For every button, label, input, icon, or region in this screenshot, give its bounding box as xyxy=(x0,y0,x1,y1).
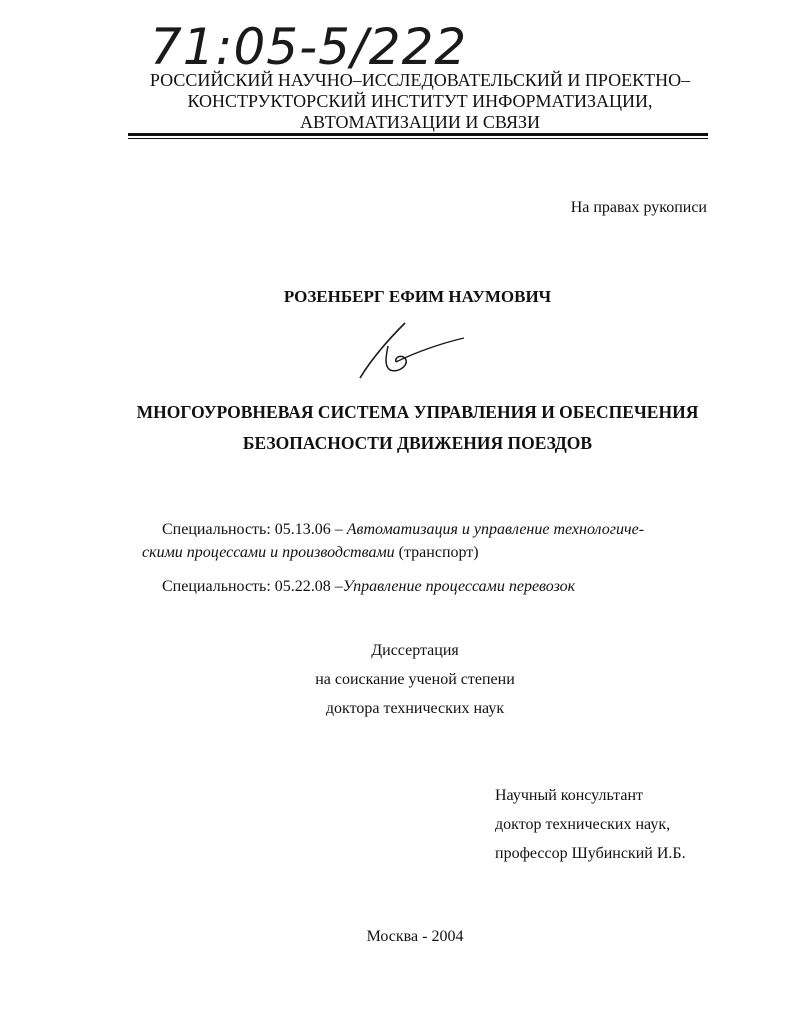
manuscript-rights-note: На правах рукописи xyxy=(570,199,707,216)
author-name: РОЗЕНБЕРГ ЕФИМ НАУМОВИЧ xyxy=(283,287,552,306)
dissertation-title xyxy=(100,397,735,459)
institute-name xyxy=(130,70,710,133)
scientific-consultant xyxy=(495,781,686,868)
specialty-1-suffix: (транспорт) xyxy=(394,544,479,561)
consultant-line-1: Научный консультант xyxy=(495,787,643,804)
handwritten-catalog-number xyxy=(150,8,480,78)
specialty-1-name-part1: Автоматизация и управление технологиче- xyxy=(346,521,645,538)
institute-line-1: РОССИЙСКИЙ НАУЧНО–ИССЛЕДОВАТЕЛЬСКИЙ И ПРОЕКТНО– xyxy=(149,70,691,90)
specialty-2-code: Специальность: 05.22.08 – xyxy=(162,578,343,595)
specialty-1 xyxy=(142,518,702,564)
institute-line-2: КОНСТРУКТОРСКИЙ ИНСТИТУТ ИНФОРМАТИЗАЦИИ, xyxy=(187,91,653,111)
header-divider-thin xyxy=(128,138,708,139)
specialty-1-code: Специальность: 05.13.06 – xyxy=(162,521,347,538)
consultant-line-3: профессор Шубинский И.Б. xyxy=(495,845,686,862)
dissertation-line-1: Диссертация xyxy=(371,642,459,659)
specialty-2 xyxy=(162,578,575,596)
title-line-2: БЕЗОПАСНОСТИ ДВИЖЕНИЯ ПОЕЗДОВ xyxy=(242,433,593,453)
title-line-1: МНОГОУРОВНЕВАЯ СИСТЕМА УПРАВЛЕНИЯ И ОБЕСПЕЧЕНИЯ xyxy=(136,402,699,422)
catalog-number-text: 71:05-5/222 xyxy=(150,18,468,76)
author-signature xyxy=(350,318,470,383)
institute-line-3: АВТОМАТИЗАЦИИ И СВЯЗИ xyxy=(299,112,541,132)
header-divider-thick xyxy=(128,133,708,136)
specialty-1-name-part2: скими процессами и производствами xyxy=(142,544,395,561)
specialty-2-name: Управление процессами перевозок xyxy=(342,578,576,595)
dissertation-line-2: на соискание ученой степени xyxy=(315,671,515,688)
city-year: Москва - 2004 xyxy=(366,928,464,945)
dissertation-type xyxy=(300,636,530,723)
dissertation-line-3: доктора технических наук xyxy=(325,700,505,717)
consultant-line-2: доктор технических наук, xyxy=(495,816,671,833)
